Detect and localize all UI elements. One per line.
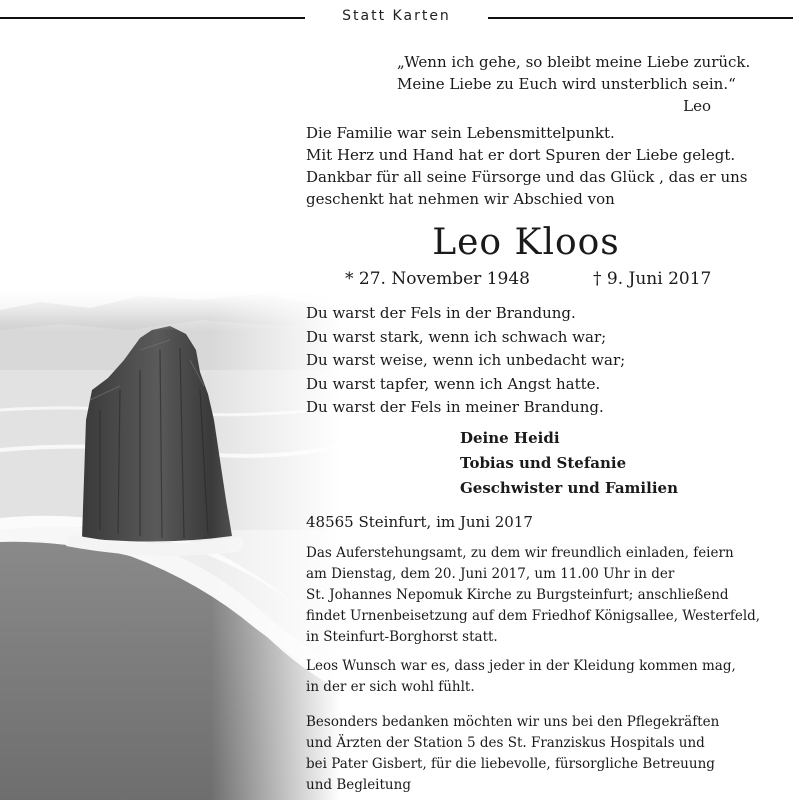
wish-line: Leos Wunsch war es, dass jeder in der Kleidung kommen mag, [306,658,736,674]
quote-signature: Leo [683,97,711,115]
top-rule-left [0,17,305,19]
service-line: am Dienstag, dem 20. Juni 2017, um 11.00 Uhr in der [306,566,675,582]
poem-line: Du warst weise, wenn ich unbedacht war; [306,351,626,369]
mourner: Tobias und Stefanie [460,454,627,472]
service-line: Das Auferstehungsamt, zu dem wir freundlich einladen, feiern [306,545,734,561]
poem-line: Du warst der Fels in der Brandung. [306,304,576,322]
header-label: Statt Karten [342,8,451,24]
deceased-name: Leo Kloos [432,222,620,263]
service-line: in Steinfurt-Borghorst statt. [306,629,498,645]
quote-line: Meine Liebe zu Euch wird unsterblich sein.“ [397,75,736,93]
quote-line: „Wenn ich gehe, so bleibt meine Liebe zurück. [397,53,751,71]
thanks-line: und Ärzten der Station 5 des St. Franziskus Hospitals und [306,735,705,751]
poem-line: Du warst stark, wenn ich schwach war; [306,327,607,346]
intro-line: Dankbar für all seine Fürsorge und das Glück , das er uns [306,168,748,186]
service-line: findet Urnenbeisetzung auf dem Friedhof Königsallee, Westerfeld, [306,608,761,624]
poem [306,302,746,420]
mourner: Deine Heidi [460,429,560,447]
wish-line: in der er sich wohl fühlt. [306,679,475,695]
poem-line: Du warst der Fels in meiner Brandung. [306,398,604,416]
place-date: 48565 Steinfurt, im Juni 2017 [306,513,533,531]
death-date: † 9. Juni 2017 [593,269,712,289]
top-rule-right [488,17,793,19]
sea-stack-photo [0,290,340,800]
intro-paragraph [306,122,786,210]
opening-quote [397,51,777,117]
intro-line: Mit Herz und Hand hat er dort Spuren der Liebe gelegt. [306,146,736,164]
mourner: Geschwister und Familien [460,479,678,497]
wish-paragraph [306,656,786,698]
mourners-list [460,426,760,501]
intro-line: Die Familie war sein Lebensmittelpunkt. [306,124,615,142]
intro-line: geschenkt hat nehmen wir Abschied von [306,190,615,208]
thanks-paragraph [306,712,786,796]
service-line: St. Johannes Nepomuk Kirche zu Burgsteinfurt; anschließend [306,587,729,603]
thanks-line: und Begleitung [306,777,411,793]
birth-date: * 27. November 1948 [345,269,530,289]
service-paragraph [306,543,786,648]
thanks-line: bei Pater Gisbert, für die liebevolle, fürsorgliche Betreuung [306,756,715,772]
poem-line: Du warst tapfer, wenn ich Angst hatte. [306,374,601,393]
thanks-line: Besonders bedanken möchten wir uns bei den Pflegekräften [306,714,720,730]
